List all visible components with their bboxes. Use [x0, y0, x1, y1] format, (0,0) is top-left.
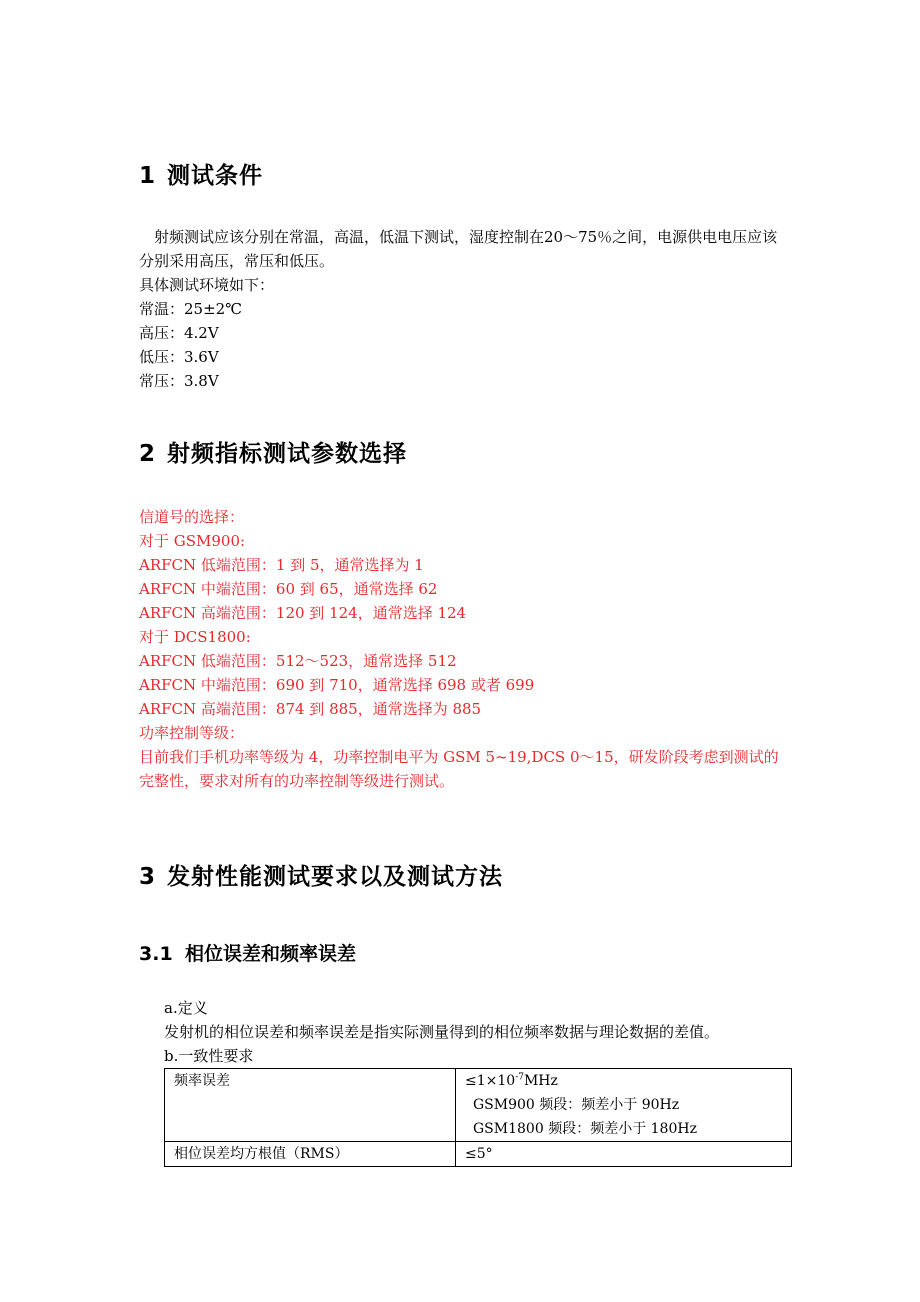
channel-line: ARFCN 高端范围：120 到 124，通常选择 124: [139, 604, 467, 622]
section-title: 相位误差和频率误差: [185, 943, 357, 965]
limit-prefix: ≤1×10: [465, 1073, 516, 1089]
requirement-label: b.一致性要求: [164, 1047, 254, 1065]
freq-error-value: [456, 1069, 792, 1142]
limit-unit: MHz: [523, 1073, 558, 1089]
condition-normal-temp: 常温：25±2℃: [139, 300, 242, 318]
section-number: 3.1: [139, 943, 173, 965]
section-title: 发射性能测试要求以及测试方法: [167, 864, 503, 890]
channel-line: ARFCN 低端范围：512～523，通常选择 512: [139, 652, 457, 670]
gsm900-limit: GSM900 频段：频差小于 90Hz: [473, 1097, 680, 1113]
gsm1800-limit: GSM1800 频段：频差小于 180Hz: [473, 1121, 697, 1137]
channel-line: ARFCN 中端范围：690 到 710，通常选择 698 或者 699: [139, 676, 535, 694]
channel-line: 功率控制等级：: [139, 724, 245, 742]
table-row: [165, 1069, 792, 1142]
channel-line: ARFCN 低端范围：1 到 5，通常选择为 1: [139, 556, 424, 574]
section-3-1-heading: [139, 939, 356, 966]
section-2-heading: [139, 435, 407, 468]
condition-normal-voltage: 常压：3.8V: [139, 372, 219, 390]
section-1-heading: [139, 157, 263, 190]
phase-error-value: ≤5°: [456, 1142, 792, 1167]
channel-line: ARFCN 中端范围：60 到 65，通常选择 62: [139, 580, 438, 598]
section-title: 测试条件: [167, 163, 263, 189]
channel-line: 信道号的选择：: [139, 508, 245, 526]
section-number: 1: [139, 163, 157, 189]
section-number: 2: [139, 441, 157, 467]
phase-error-label: 相位误差均方根值（RMS）: [165, 1142, 456, 1167]
channel-line: 对于 GSM900:: [139, 532, 246, 550]
freq-error-limit: [465, 1069, 782, 1093]
limit-exponent: -7: [515, 1072, 524, 1083]
table-row: [165, 1142, 792, 1167]
definition-text: 发射机的相位误差和频率误差是指实际测量得到的相位频率数据与理论数据的差值。: [164, 1023, 720, 1041]
intro-paragraph: 射频测试应该分别在常温，高温，低温下测试，湿度控制在20～75％之间，电源供电电压应该分别采用高压，常压和低压。: [139, 228, 778, 270]
channel-line: ARFCN 高端范围：874 到 885，通常选择为 885: [139, 700, 482, 718]
power-note: 目前我们手机功率等级为 4，功率控制电平为 GSM 5~19,DCS 0～15，研发阶段考虑到测试的完整性，要求对所有的功率控制等级进行测试。: [139, 748, 779, 790]
definition-label: a.定义: [164, 999, 208, 1017]
section-number: 3: [139, 864, 157, 890]
requirements-table: [164, 1068, 792, 1167]
condition-high-voltage: 高压：4.2V: [139, 324, 219, 342]
channel-line: 对于 DCS1800:: [139, 628, 251, 646]
section-title: 射频指标测试参数选择: [167, 441, 407, 467]
section-3-heading: [139, 858, 503, 891]
condition-low-voltage: 低压：3.6V: [139, 348, 219, 366]
freq-error-label: 频率误差: [165, 1069, 456, 1142]
env-heading: 具体测试环境如下：: [139, 276, 275, 294]
